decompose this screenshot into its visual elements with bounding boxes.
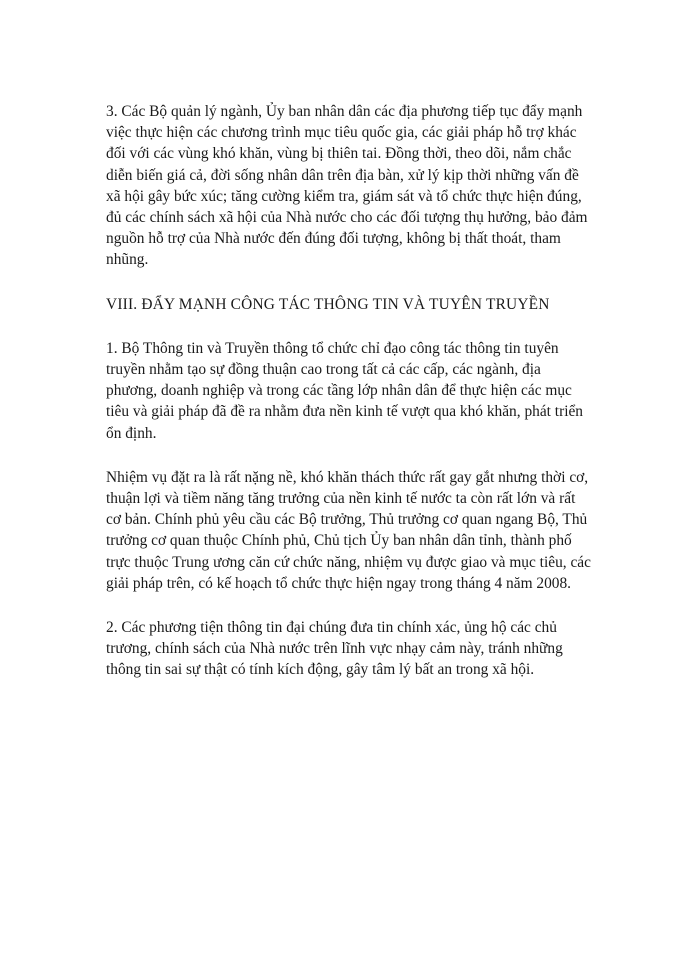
section-heading-viii: VIII. ĐẨY MẠNH CÔNG TÁC THÔNG TIN VÀ TUYÊN TRUYỀN — [106, 295, 550, 313]
paragraph-item-2-media: 2. Các phương tiện thông tin đại chúng đưa tin chính xác, ủng hộ các chủ trương, chính sách của Nhà nước trên lĩnh vực nhạy cảm này, tránh những thông tin sai sự thật có tính kích động, gây tâm lý bất an trong xã hội. — [106, 619, 563, 679]
paragraph-item-1-ministry-info: 1. Bộ Thông tin và Truyền thông tổ chức chỉ đạo công tác thông tin tuyên truyền nhằm tạo sự đồng thuận cao trong tất cả các cấp, các ngành, địa phương, doanh nghiệp và trong các tầng lớp nhân dân để thực hiện các mục tiêu và giải pháp đã đề ra nhằm đưa nền kinh tế vượt qua khó khăn, phát triển ổn định. — [106, 339, 583, 442]
document-body — [106, 101, 594, 704]
paragraph-tasks: Nhiệm vụ đặt ra là rất nặng nề, khó khăn thách thức rất gay gắt nhưng thời cơ, thuận lợi và tiềm năng tăng trưởng của nền kinh tế nước ta còn rất lớn và rất cơ bản. Chính phủ yêu cầu các Bộ trưởng, Thủ trưởng cơ quan ngang Bộ, Thủ trưởng cơ quan thuộc Chính phủ, Chủ tịch Ủy ban nhân dân tỉnh, thành phố trực thuộc Trung ương căn cứ chức năng, nhiệm vụ được giao và mục tiêu, các giải pháp trên, có kế hoạch tổ chức thực hiện ngay trong tháng 4 năm 2008. — [106, 468, 591, 592]
paragraph-item-3-ministries: 3. Các Bộ quản lý ngành, Ủy ban nhân dân các địa phương tiếp tục đẩy mạnh việc thực hiện các chương trình mục tiêu quốc gia, các giải pháp hỗ trợ khác đối với các vùng khó khăn, vùng bị thiên tai. Đồng thời, theo dõi, nắm chắc diễn biến giá cả, đời sống nhân dân trên địa bàn, xử lý kịp thời những vấn đề xã hội gây bức xúc; tăng cường kiểm tra, giám sát và tổ chức thực hiện đúng, đủ các chính sách xã hội của Nhà nước cho các đối tượng thụ hưởng, bảo đảm nguồn hỗ trợ của Nhà nước đến đúng đối tượng, không bị thất thoát, tham nhũng. — [106, 103, 588, 269]
